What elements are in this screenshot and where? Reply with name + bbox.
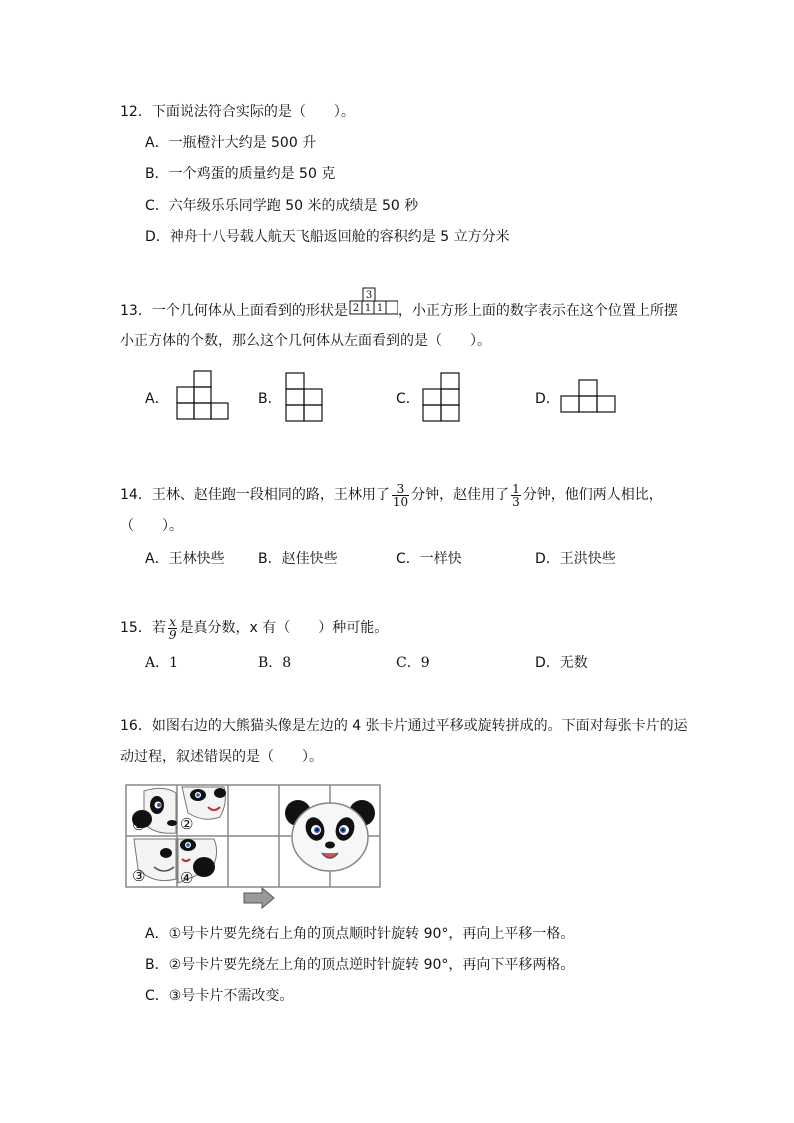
fraction-numerator: 1 bbox=[512, 481, 520, 496]
q12-stem: 12．下面说法符合实际的是（ ）。 bbox=[120, 104, 355, 120]
fraction-numerator: 3 bbox=[392, 483, 409, 496]
right-arrow-icon bbox=[244, 888, 274, 908]
fraction-denominator: 10 bbox=[392, 494, 409, 509]
q16-option-c: C．③号卡片不需改变。 bbox=[145, 988, 294, 1004]
q14-option-c: C．一样快 bbox=[396, 551, 462, 567]
card-number-4: ④ bbox=[180, 869, 194, 887]
q13-stem-line1 bbox=[120, 290, 678, 329]
q13-option-a-figure bbox=[175, 370, 231, 422]
q16-stem-line2: 动过程，叙述错误的是（ ）。 bbox=[120, 749, 323, 765]
q13-option-b-figure bbox=[284, 372, 324, 424]
panda-puzzle-figure bbox=[124, 783, 388, 911]
q13-option-b-label: B． bbox=[258, 391, 282, 407]
q12-option-d: D．神舟十八号载人航天飞船返回舱的容积约是 5 立方分米 bbox=[145, 229, 510, 245]
q13-option-c-label: C． bbox=[396, 391, 420, 407]
q14-option-d: D．王洪快些 bbox=[535, 551, 616, 567]
q12-option-c: C．六年级乐乐同学跑 50 米的成绩是 50 秒 bbox=[145, 198, 419, 214]
full-panda-head bbox=[285, 800, 375, 871]
q16-option-a: A．①号卡片要先绕右上角的顶点顺时针旋转 90°，再向上平移一格。 bbox=[145, 926, 575, 942]
q13-option-d-label: D． bbox=[535, 391, 560, 407]
fraction-denominator: 3 bbox=[512, 494, 520, 509]
q15-stem-b: 是真分数，x 有（ ）种可能。 bbox=[179, 620, 389, 636]
q14-stem-line2: （ ）。 bbox=[120, 518, 183, 534]
q13-option-a-label: A． bbox=[145, 391, 169, 407]
top-view-number: 1 bbox=[364, 303, 372, 314]
fraction-numerator: x bbox=[169, 614, 177, 629]
card-number-1: ① bbox=[132, 816, 146, 834]
q14-stem-c: 分钟，他们两人相比， bbox=[522, 487, 663, 503]
q15-option-c: C．9 bbox=[396, 655, 430, 671]
fraction-denominator: 9 bbox=[168, 627, 177, 642]
fraction-x-9 bbox=[168, 616, 178, 641]
q12-option-a: A．一瓶橙汁大约是 500 升 bbox=[145, 135, 317, 151]
q16-stem-line1: 16．如图右边的大熊猫头像是左边的 4 张卡片通过平移或旋转拼成的。下面对每张卡片的运 bbox=[120, 718, 688, 734]
q14-stem-b: 分钟，赵佳用了 bbox=[411, 487, 510, 503]
card-number-3: ③ bbox=[132, 867, 146, 885]
q15-option-b: B．8 bbox=[258, 655, 292, 671]
fraction-3-10 bbox=[392, 483, 409, 508]
top-view-number: 2 bbox=[352, 303, 360, 314]
q15-option-d: D．无数 bbox=[535, 655, 588, 671]
top-view-number: 1 bbox=[376, 303, 384, 314]
q15-option-a: A．1 bbox=[145, 655, 179, 671]
q14-option-a: A．王林快些 bbox=[145, 551, 225, 567]
q13-stem-line2: 小正方体的个数，那么这个几何体从左面看到的是（ ）。 bbox=[120, 333, 491, 349]
q14-stem-a: 14．王林、赵佳跑一段相同的路，王林用了 bbox=[120, 487, 390, 503]
q15-stem-a: 15．若 bbox=[120, 620, 166, 636]
fraction-1-3 bbox=[511, 483, 521, 508]
q13-stem-post: ，小正方形上面的数字表示在这个位置上所摆 bbox=[397, 303, 678, 319]
q14-option-b: B．赵佳快些 bbox=[258, 551, 338, 567]
q13-option-c-figure bbox=[421, 372, 461, 424]
q16-option-b: B．②号卡片要先绕左上角的顶点逆时针旋转 90°，再向下平移两格。 bbox=[145, 957, 575, 973]
q13-stem-pre: 13．一个几何体从上面看到的形状是 bbox=[120, 303, 348, 319]
top-view-number: 3 bbox=[365, 290, 373, 301]
q14-stem-line1 bbox=[120, 481, 663, 509]
q13-top-view-figure bbox=[348, 287, 398, 323]
q12-option-b: B．一个鸡蛋的质量约是 50 克 bbox=[145, 166, 336, 182]
q13-option-d-figure bbox=[560, 378, 618, 416]
q15-stem bbox=[120, 614, 388, 642]
card-number-2: ② bbox=[180, 815, 194, 833]
